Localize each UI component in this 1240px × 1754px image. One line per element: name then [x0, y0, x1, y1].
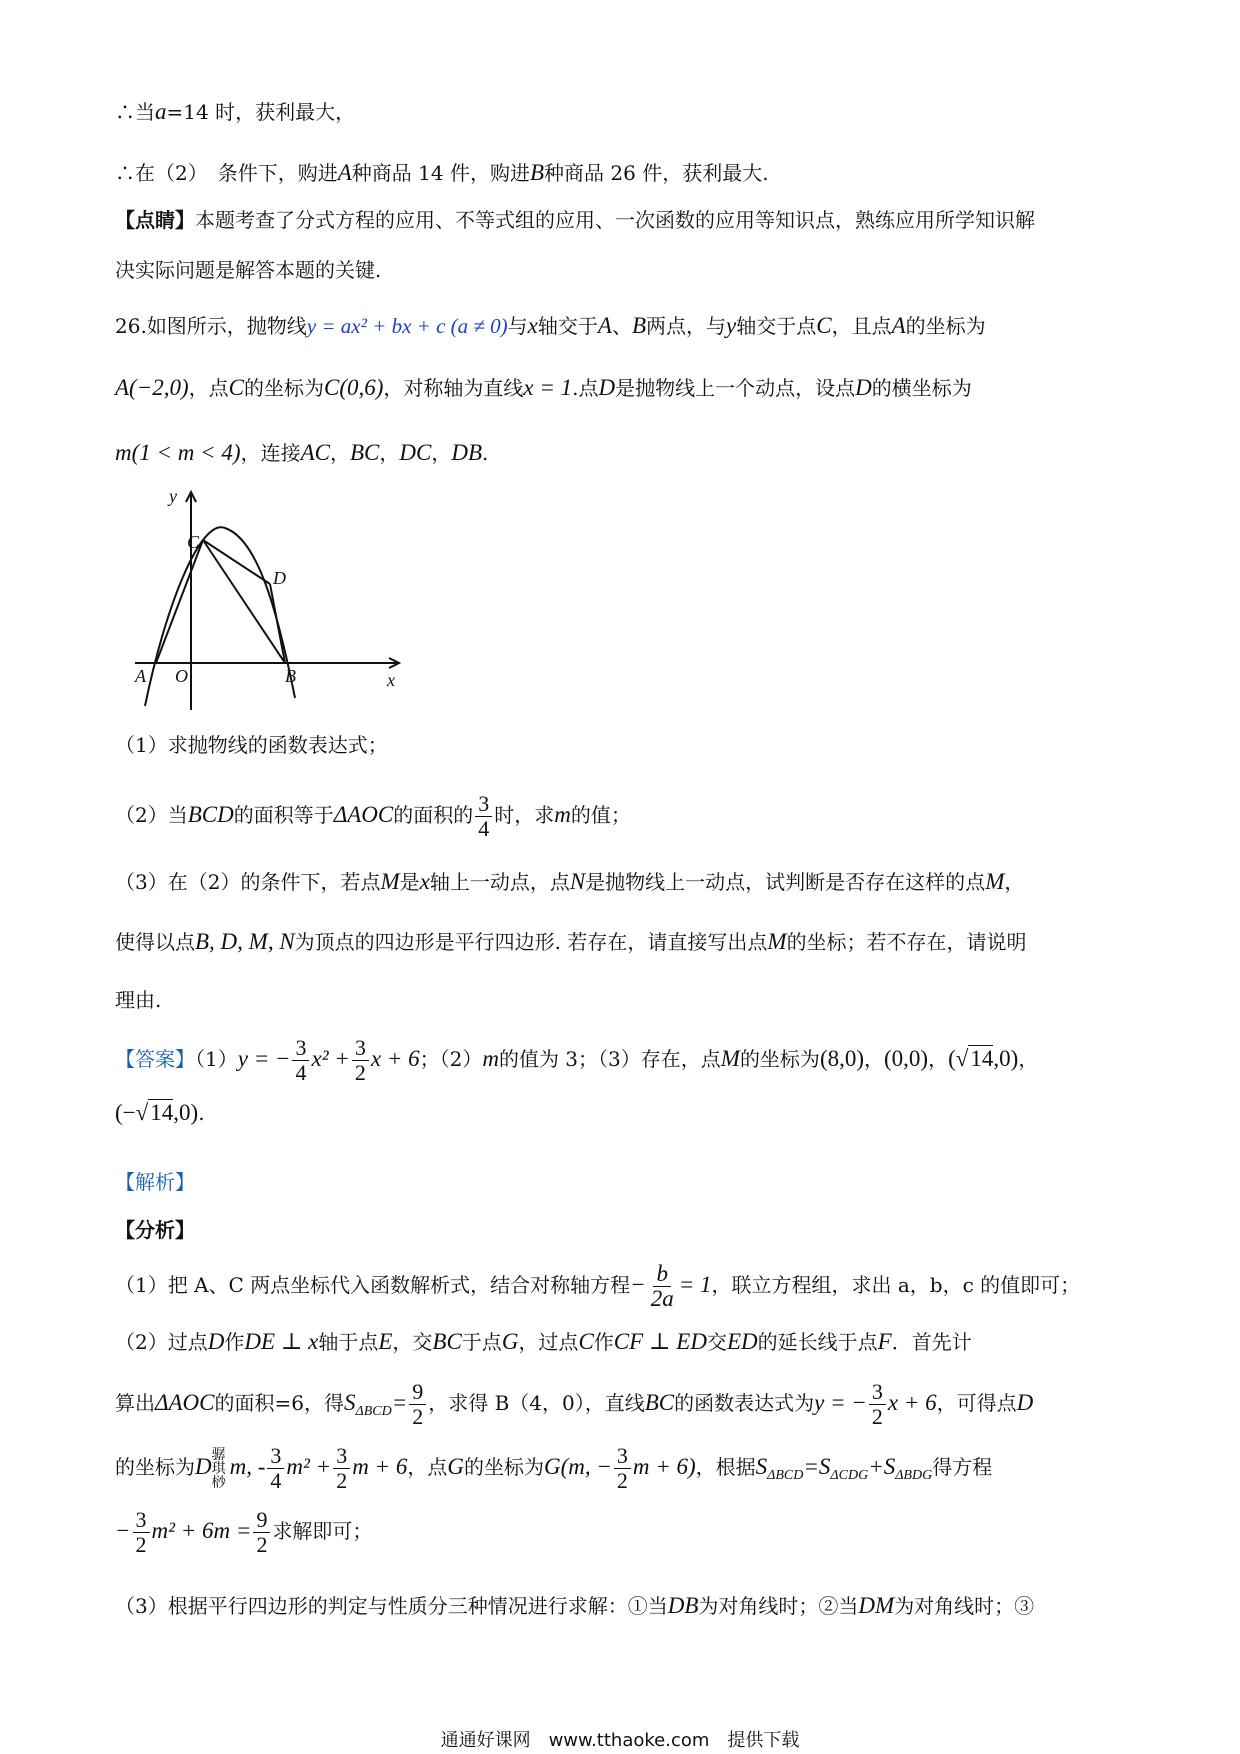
text: 的横坐标为	[871, 376, 972, 400]
denominator: 4	[270, 1468, 282, 1493]
denominator: 2	[256, 1532, 268, 1557]
text: ,0)	[993, 1046, 1019, 1071]
text: =	[391, 1390, 408, 1415]
coord: (0,0)	[884, 1046, 929, 1071]
area-symbol: S	[343, 1390, 356, 1415]
denominator: 2	[871, 1404, 883, 1429]
text: = 1	[678, 1272, 712, 1297]
segment-AC-line	[156, 540, 203, 663]
analysis-label: 【解析】	[115, 1170, 195, 1194]
sub-question-3-end	[115, 984, 161, 1013]
text: =	[803, 1454, 819, 1479]
var-C: C	[816, 313, 832, 338]
segment-DC-line	[203, 540, 270, 584]
points-BDMN: B, D, M, N	[195, 929, 295, 954]
text: 的值；	[570, 803, 631, 827]
var-D: D	[1016, 1390, 1034, 1415]
text: 时，求	[494, 803, 555, 827]
fraction	[333, 1444, 350, 1493]
text: 的延长线于点	[757, 1330, 878, 1354]
text: ，且点	[831, 314, 892, 338]
expr: y = −	[814, 1390, 867, 1415]
segment-BC: BC	[644, 1390, 675, 1415]
segment-AC: AC	[300, 440, 330, 465]
text: 求解即可；	[272, 1519, 373, 1543]
denominator: 2	[135, 1532, 147, 1557]
var-B: B	[631, 313, 647, 338]
text: 算出	[115, 1391, 155, 1415]
m-range: m(1 < m < 4)	[115, 440, 241, 465]
var-G: G	[447, 1454, 464, 1479]
note-text: 本题考查了分式方程的应用、不等式组的应用、一次函数的应用等知识点，熟练应用所学知识解	[195, 208, 1035, 232]
numerator: 3	[475, 792, 492, 817]
subscript: ΔBDG	[895, 1468, 933, 1483]
text: 的函数表达式为	[674, 1391, 815, 1415]
text: （1）把 A、C 两点坐标代入函数解析式，结合对称轴方程	[115, 1273, 631, 1297]
var-D: D	[207, 1329, 225, 1354]
point-A-coord: A(−2,0)	[115, 375, 189, 400]
text: ，点	[188, 376, 229, 400]
fraction	[869, 1380, 886, 1429]
answer-line-cont	[115, 1100, 205, 1126]
expr: DE ⊥ x	[244, 1329, 319, 1354]
var-N: N	[569, 869, 586, 894]
expr: m² + 6m =	[151, 1518, 252, 1543]
sub-question-2	[115, 792, 631, 841]
text: 是	[399, 870, 420, 894]
text: ∴在（2） 条件下，购进	[115, 161, 338, 185]
coord: (8,0)	[819, 1046, 865, 1071]
text: 如图所示，抛物线	[146, 314, 307, 338]
var-M: M	[767, 929, 787, 954]
var-M: M	[380, 869, 400, 894]
analysis-equation	[115, 1508, 372, 1557]
numerator: 3	[869, 1380, 886, 1405]
subscript: ΔCDG	[830, 1468, 869, 1483]
text: 的面积等于	[233, 803, 334, 827]
denominator: 2	[616, 1468, 628, 1493]
var-y: y	[726, 313, 737, 338]
text: 的面积的	[393, 803, 474, 827]
text: ，点	[407, 1455, 448, 1479]
text: +	[868, 1454, 884, 1479]
parabola-curve	[145, 527, 295, 706]
parabola-figure	[125, 488, 405, 713]
text: ．首先计	[891, 1330, 972, 1354]
text: =14 时，获利最大，	[166, 100, 356, 124]
page-footer: 通通好课网 www.tthaoke.com 提供下载	[440, 1730, 800, 1751]
text: 的坐标为	[243, 376, 324, 400]
denominator: 2	[354, 1060, 366, 1085]
segment-ED: ED	[726, 1329, 758, 1354]
text: ，	[379, 441, 400, 465]
var-D: D	[195, 1454, 212, 1479]
expr: x + 6	[887, 1390, 937, 1415]
area-symbol: S	[818, 1454, 831, 1479]
text: 种商品 26 件，获利最大.	[544, 161, 769, 185]
area-symbol: S	[883, 1454, 896, 1479]
expr: x + 6	[370, 1046, 420, 1071]
var-M: M	[720, 1046, 740, 1071]
text: 的坐标为	[739, 1047, 820, 1071]
parabola-formula: y = ax² + bx + c (a ≠ 0)	[306, 314, 508, 338]
text: .	[198, 1101, 205, 1125]
triangle-BCD: BCD	[187, 802, 234, 827]
expr: m + 6	[352, 1454, 408, 1479]
text: ，过点	[518, 1330, 579, 1354]
var-F: F	[877, 1329, 892, 1354]
triangle-AOC: ΔAOC	[155, 1390, 215, 1415]
text: 于点	[461, 1330, 502, 1354]
text: .	[482, 441, 489, 465]
text: 、	[611, 314, 632, 338]
expr: m + 6)	[632, 1454, 696, 1479]
text: ，可得点	[936, 1391, 1017, 1415]
coord-neg-sqrt14: (−√14,0)	[115, 1100, 199, 1125]
segment-DC: DC	[399, 440, 432, 465]
var-G: G	[501, 1329, 519, 1354]
label-y: y	[169, 488, 177, 506]
var-m: m	[482, 1046, 499, 1071]
numerator: 3	[133, 1508, 150, 1533]
sub-question-3-cont	[115, 926, 1027, 955]
subscript: ΔBCD	[355, 1404, 392, 1419]
text: ，联立方程组，求出 a，b，c 的值即可；	[711, 1273, 1081, 1297]
text: 为对角线时；②当	[698, 1594, 859, 1618]
text: （1）求抛物线的函数表达式；	[115, 733, 388, 757]
text: (−	[115, 1100, 136, 1125]
label-O: O	[175, 666, 188, 686]
var-C: C	[228, 375, 244, 400]
numerator: 3	[352, 1036, 369, 1061]
text: ，	[431, 441, 452, 465]
numerator: b	[653, 1262, 671, 1287]
text: 两点，与	[646, 314, 727, 338]
var-A: A	[597, 313, 612, 338]
var-D: D	[855, 375, 872, 400]
question-26-line2	[115, 372, 972, 401]
text: 与	[507, 314, 528, 338]
var-B: B	[529, 160, 545, 185]
label-x: x	[387, 670, 395, 690]
var-C: C	[578, 1329, 594, 1354]
text: 使得以点	[115, 930, 195, 954]
radicand: 14	[970, 1046, 994, 1071]
denominator: 2a	[650, 1286, 674, 1311]
sub-question-1	[115, 729, 388, 758]
question-26-line1	[115, 310, 986, 339]
expr: m² +	[286, 1454, 332, 1479]
text: 的值为 3；（3）存在，点	[498, 1047, 721, 1071]
text: 轴于点	[318, 1330, 379, 1354]
var-m: m	[554, 802, 571, 827]
text: ∴当	[115, 100, 155, 124]
analysis-2	[115, 1326, 972, 1355]
text: （2）当	[115, 803, 188, 827]
var-A: A	[891, 313, 906, 338]
fraction	[409, 1380, 426, 1429]
text: ，根据	[695, 1455, 756, 1479]
text: −	[115, 1518, 131, 1543]
denominator: 2	[412, 1404, 424, 1429]
text: ，	[329, 441, 350, 465]
var-A: A	[337, 160, 352, 185]
triangle-AOC: ΔAOC	[333, 802, 394, 827]
question-26-line3	[115, 437, 488, 466]
segment-BC: BC	[349, 440, 380, 465]
point-C-coord: C(0,6)	[323, 375, 384, 400]
numerator: 9	[409, 1380, 426, 1405]
sub-question-3	[115, 866, 1024, 895]
var-x: x	[419, 869, 430, 894]
numerator: 3	[267, 1444, 284, 1469]
radicand: 14	[150, 1100, 174, 1125]
text: 轴交于	[537, 314, 598, 338]
denominator: 2	[336, 1468, 348, 1493]
segment-DB: DB	[667, 1593, 699, 1618]
numerator: 3	[292, 1036, 309, 1061]
text: 为对角线时；③	[894, 1594, 1035, 1618]
text: （3）在（2）的条件下，若点	[115, 870, 381, 894]
point-note	[115, 204, 1035, 233]
text: 作	[224, 1330, 245, 1354]
text: 的坐标为	[463, 1455, 544, 1479]
denominator: 4	[295, 1060, 307, 1085]
text: 的坐标；若不存在，请说明	[786, 930, 1027, 954]
fraction	[648, 1262, 677, 1311]
var-a: a	[155, 99, 167, 124]
text: 是抛物线上一个动点，设点	[615, 376, 856, 400]
text: 得方程	[932, 1455, 993, 1479]
text: 轴交于点	[736, 314, 817, 338]
text: ，连接	[240, 441, 301, 465]
label-D: D	[273, 568, 286, 588]
expr: x² +	[311, 1046, 350, 1071]
text: ，	[928, 1047, 949, 1071]
numerator: 3	[333, 1444, 350, 1469]
text: 种商品 14 件，购进	[351, 161, 530, 185]
text: （1）	[195, 1047, 238, 1071]
symmetry-axis: x = 1	[523, 375, 573, 400]
answer-line	[115, 1036, 1038, 1085]
text: 理由.	[115, 988, 162, 1012]
text: 交	[706, 1330, 727, 1354]
note-text: 决实际问题是解答本题的关键.	[115, 258, 382, 282]
label-A: A	[135, 666, 146, 686]
text: ，交	[392, 1330, 433, 1354]
var-D: D	[598, 375, 616, 400]
garbled-glyph: 骣琪桫	[211, 1446, 226, 1491]
text: （2）过点	[115, 1330, 208, 1354]
segment-DB: DB	[451, 440, 482, 465]
text-line	[115, 96, 355, 125]
text: ，	[1004, 870, 1025, 894]
fraction	[352, 1036, 369, 1085]
fraction	[614, 1444, 631, 1493]
expr: m, -	[229, 1454, 266, 1479]
text: .点	[572, 376, 599, 400]
segment-DM: DM	[858, 1593, 895, 1618]
analysis-3	[115, 1380, 1033, 1429]
text: ，	[1018, 1047, 1039, 1071]
text: ；（2）	[419, 1047, 483, 1071]
text: （3）根据平行四边形的判定与性质分三种情况进行求解：①当	[115, 1594, 668, 1618]
text: ，对称轴为直线	[383, 376, 524, 400]
text: 的坐标为	[115, 1455, 195, 1479]
note-label: 【点睛】	[115, 208, 195, 232]
expr: G(m, −	[543, 1454, 612, 1479]
area-symbol: S	[755, 1454, 768, 1479]
expr: CF ⊥ ED	[613, 1329, 707, 1354]
segment-BC: BC	[432, 1329, 462, 1354]
var-M: M	[985, 869, 1005, 894]
text: 是抛物线上一动点，试判断是否存在这样的点	[585, 870, 986, 894]
text: 为顶点的四边形是平行四边形. 若存在，请直接写出点	[294, 930, 768, 954]
subscript: ΔBCD	[767, 1468, 804, 1483]
var-x: x	[527, 313, 538, 338]
text: ,0)	[173, 1100, 199, 1125]
fraction	[267, 1444, 284, 1493]
text: −	[630, 1272, 646, 1297]
numerator: 3	[614, 1444, 631, 1469]
answer-label: 【答案】	[115, 1047, 195, 1071]
expr: y = −	[237, 1046, 291, 1071]
analysis-1	[115, 1262, 1080, 1311]
denominator: 4	[478, 816, 490, 841]
text-line	[115, 157, 769, 186]
fraction	[133, 1508, 150, 1557]
analysis-4	[115, 1444, 992, 1493]
text: 作	[593, 1330, 614, 1354]
text: ，	[864, 1047, 885, 1071]
fraction	[292, 1036, 309, 1085]
fenxi-label: 【分析】	[115, 1218, 195, 1242]
text: 的坐标为	[905, 314, 986, 338]
numerator: 9	[253, 1508, 270, 1533]
text: ，求得 B（4，0），直线	[428, 1391, 645, 1415]
fraction	[475, 792, 492, 841]
question-number: 26.	[115, 314, 147, 338]
text: 的面积=6，得	[214, 1391, 344, 1415]
fraction	[253, 1508, 270, 1557]
var-E: E	[378, 1329, 393, 1354]
label-B: B	[285, 666, 296, 686]
analysis-5	[115, 1590, 1034, 1619]
point-note-cont	[115, 254, 381, 283]
label-C: C	[187, 532, 200, 552]
coord-sqrt14: (√14,0)	[948, 1046, 1019, 1071]
text: 轴上一动点，点	[429, 870, 570, 894]
text: (	[948, 1046, 956, 1071]
